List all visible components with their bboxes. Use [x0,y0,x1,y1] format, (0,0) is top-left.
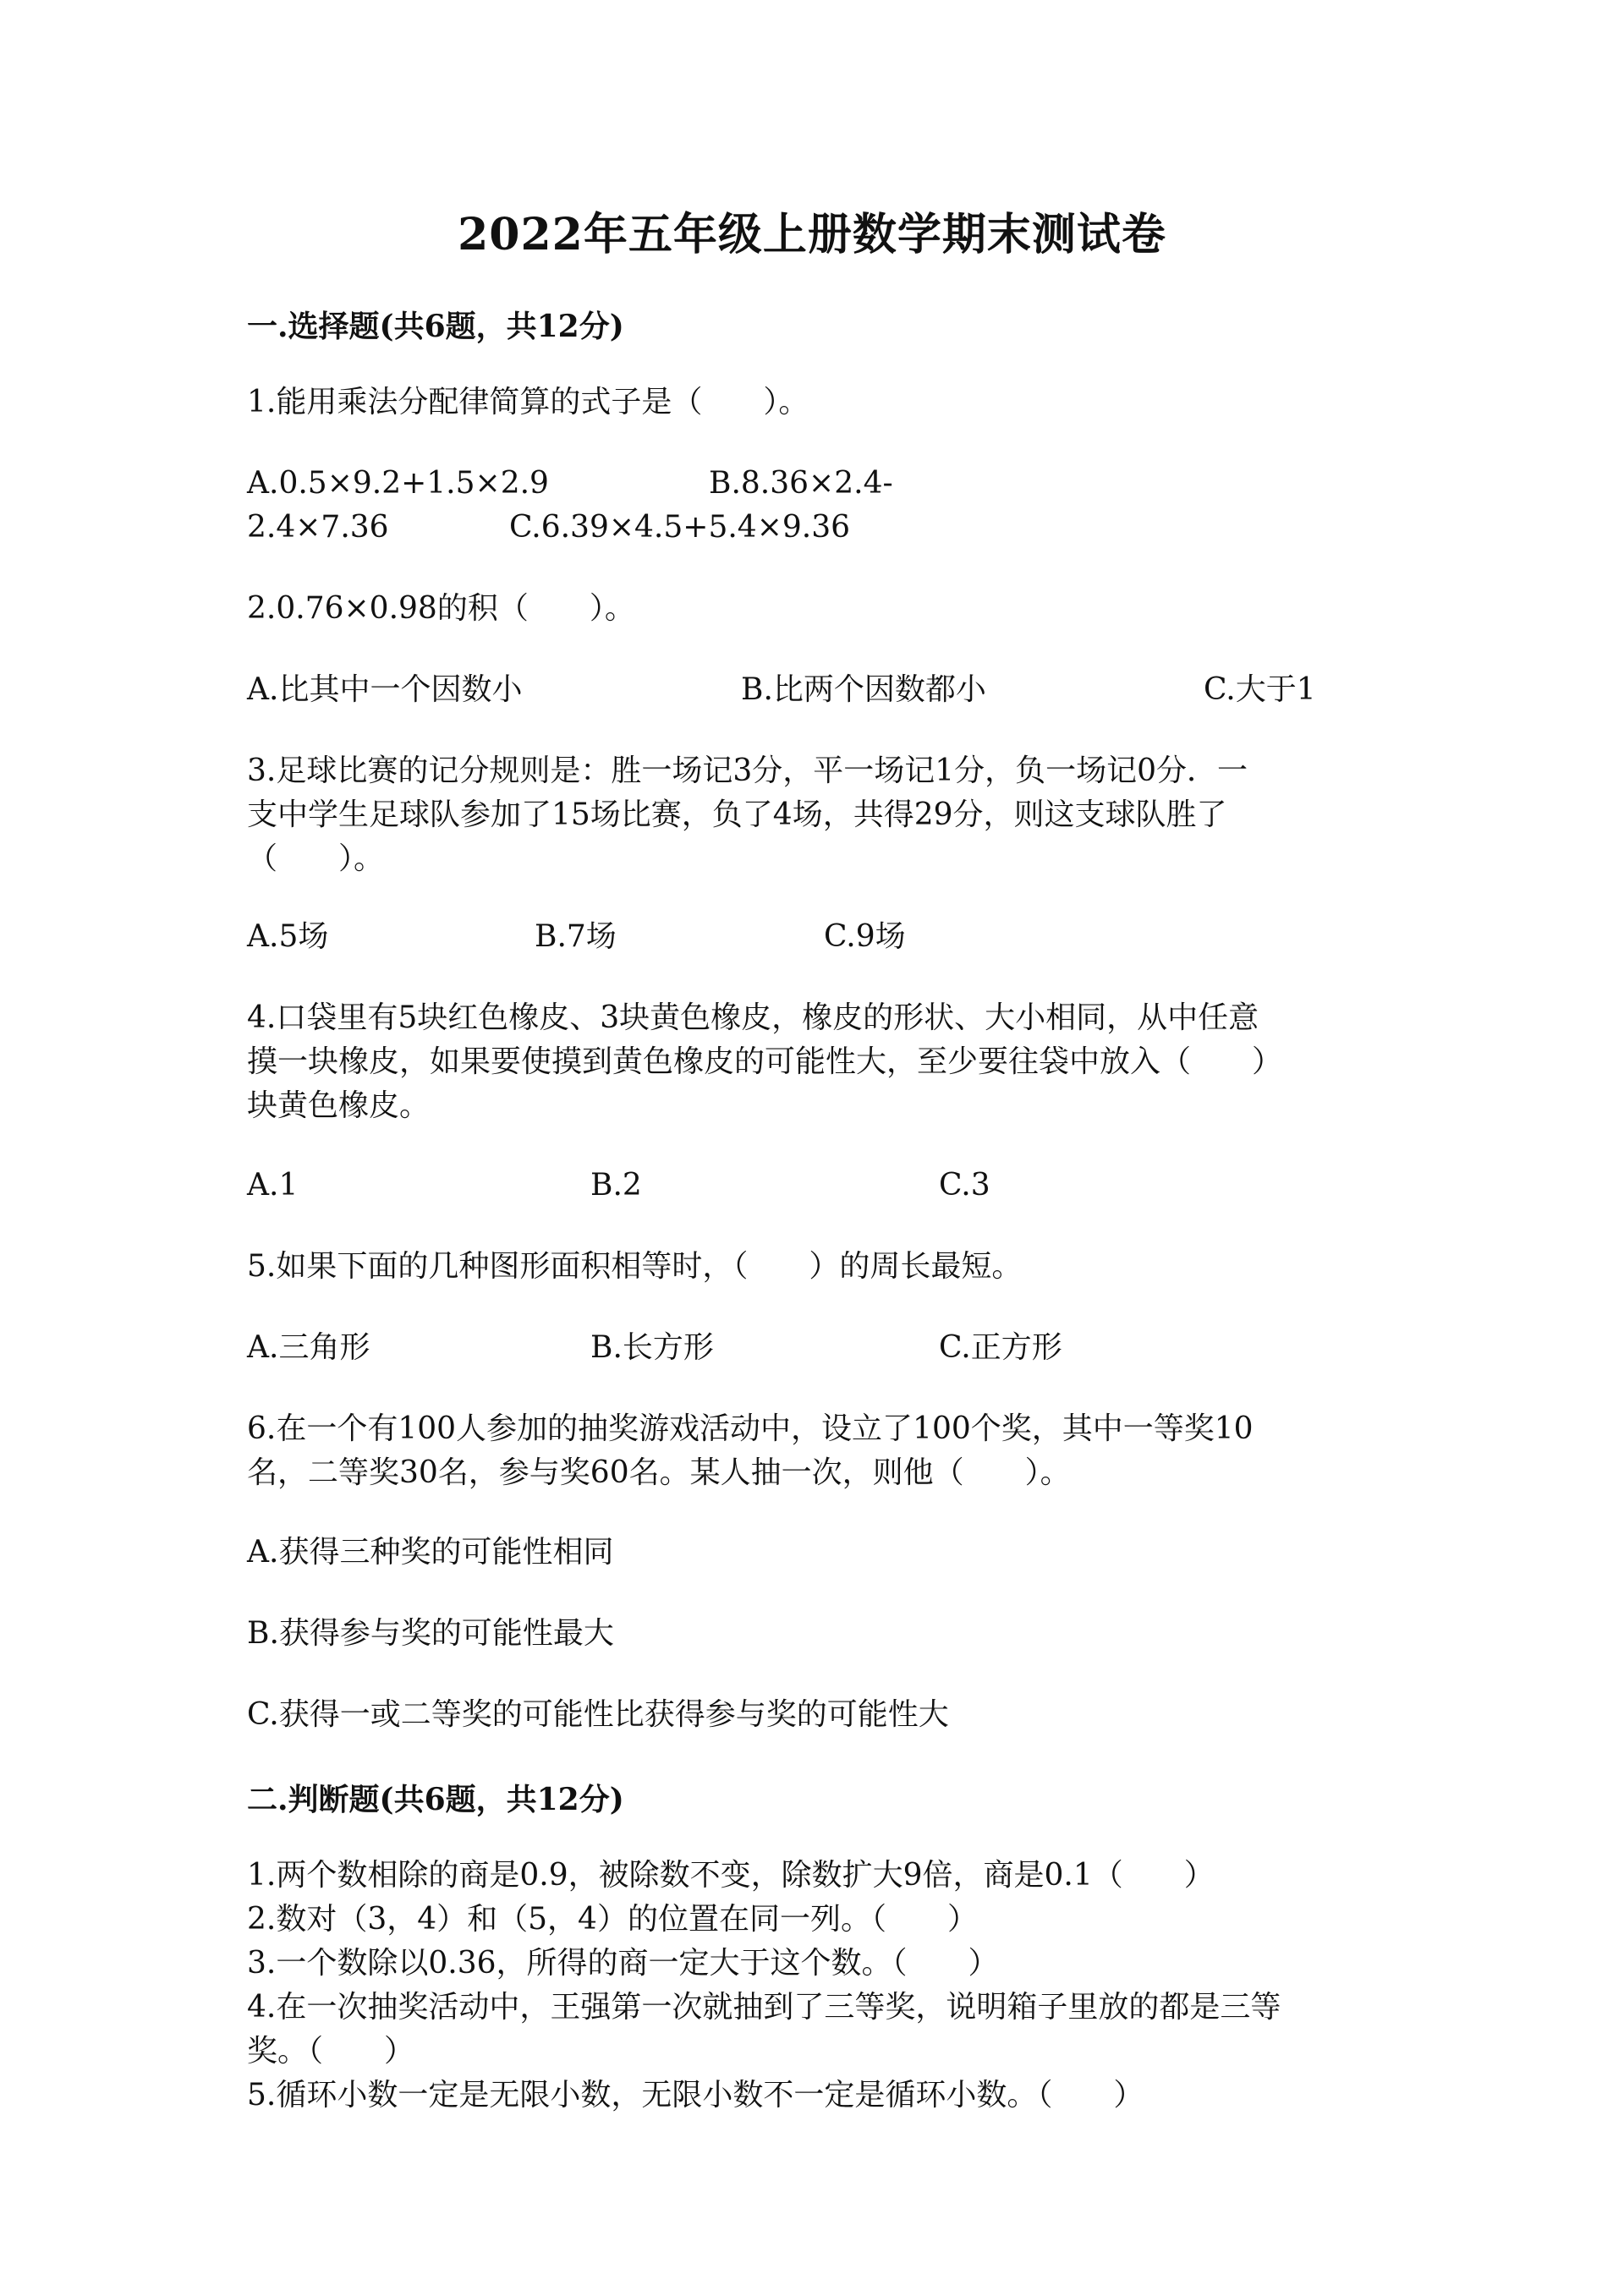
question-5-text: 5.如果下面的几种图形面积相等时，（ ）的周长最短。 [247,1249,1023,1284]
question-1-option-b: B.8.36×2.4- [709,466,893,501]
question-3-line-2: 支中学生足球队参加了15场比赛，负了4场，共得29分，则这支球队胜了 [247,797,1227,832]
question-2-text: 2.0.76×0.98的积（ ）。 [247,591,635,626]
question-2-option-a: A.比其中一个因数小 [247,672,523,707]
question-1-option-c: C.6.39×4.5+5.4×9.36 [509,510,851,545]
section-heading-true-false: 二.判断题(共6题，共12分) [247,1782,624,1817]
question-6-line-1: 6.在一个有100人参加的抽奖游戏活动中，设立了100个奖，其中一等奖10 [247,1411,1254,1446]
question-2-option-b: B.比两个因数都小 [741,672,986,707]
question-4-line-2: 摸一块橡皮，如果要使摸到黄色橡皮的可能性大，至少要往袋中放入（ ） [247,1044,1283,1079]
question-1-option-a: A.0.5×9.2+1.5×2.9 [247,466,549,501]
question-6-option-b: B.获得参与奖的可能性最大 [247,1616,614,1651]
question-5-option-b: B.长方形 [590,1330,714,1365]
judgement-item-4: 4.在一次抽奖活动中，王强第一次就抽到了三等奖，说明箱子里放的都是三等 [247,1990,1281,2025]
judgement-item-4-continued: 奖。（ ） [247,2034,415,2069]
question-4-option-a: A.1 [247,1168,299,1203]
judgement-item-5: 5.循环小数一定是无限小数，无限小数不一定是循环小数。（ ） [247,2078,1144,2112]
section-heading-choice: 一.选择题(共6题，共12分) [247,309,624,344]
question-4-option-b: B.2 [590,1168,642,1203]
question-5-option-a: A.三角形 [247,1330,370,1365]
question-6-line-2: 名，二等奖30名，参与奖60名。某人抽一次，则他（ ）。 [247,1455,1071,1490]
question-5-option-c: C.正方形 [939,1330,1062,1365]
judgement-item-2: 2.数对（3，4）和（5，4）的位置在同一列。（ ） [247,1902,978,1937]
question-3-line-3: （ ）。 [247,841,385,876]
question-1-option-b-continued: 2.4×7.36 [247,510,389,545]
question-4-line-3: 块黄色橡皮。 [247,1088,431,1123]
question-4-line-1: 4.口袋里有5块红色橡皮、3块黄色橡皮，橡皮的形状、大小相同，从中任意 [247,1000,1259,1035]
page-title: 2022年五年级上册数学期末测试卷 [458,209,1166,260]
judgement-item-1: 1.两个数相除的商是0.9，被除数不变，除数扩大9倍，商是0.1（ ） [247,1858,1215,1893]
question-4-option-c: C.3 [939,1168,990,1203]
question-2-option-c: C.大于1 [1204,672,1316,707]
question-3-line-1: 3.足球比赛的记分规则是：胜一场记3分，平一场记1分，负一场记0分．一 [247,753,1248,788]
question-3-option-a: A.5场 [247,919,329,954]
judgement-item-3: 3.一个数除以0.36，所得的商一定大于这个数。（ ） [247,1946,999,1981]
question-3-option-c: C.9场 [824,919,906,954]
question-3-option-b: B.7场 [535,919,617,954]
question-1-text: 1.能用乘法分配律简算的式子是（ ）。 [247,385,809,419]
question-6-option-c: C.获得一或二等奖的可能性比获得参与奖的可能性大 [247,1697,949,1732]
question-6-option-a: A.获得三种奖的可能性相同 [247,1535,614,1570]
